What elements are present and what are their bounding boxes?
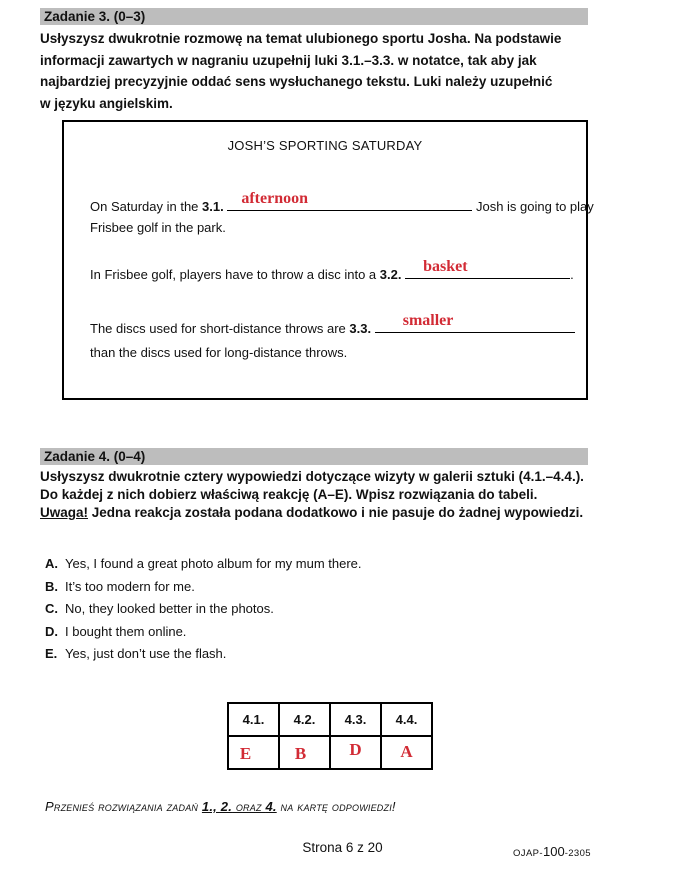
note-item-3-3	[90, 312, 575, 336]
option-letter: E.	[45, 646, 58, 661]
task4-instruction-line: Usłyszysz dwukrotnie cztery wypowiedzi dotyczące wizyty w galerii sztuki (4.1.–4.4.).	[40, 469, 584, 484]
note-item-3-1-cont: Frisbee golf in the park.	[90, 220, 226, 235]
answer-table-header-cell: 4.4.	[381, 703, 432, 736]
gap-blank-3-1	[227, 190, 472, 211]
note-item-3-3-cont: than the discs used for long-distance throws.	[90, 345, 348, 360]
task4-instruction-line: Do każdej z nich dobierz właściwą reakcję (A–E). Wpisz rozwiązania do tabeli.	[40, 487, 538, 502]
answer-cell-4-4	[381, 736, 432, 769]
task3-instruction-line: w języku angielskim.	[40, 95, 173, 111]
answer-table-header-cell: 4.1.	[228, 703, 279, 736]
note-item-3-2	[90, 258, 574, 282]
transfer-conjunction: oraz	[232, 799, 266, 814]
answer-cell-4-1	[228, 736, 279, 769]
gap-number: 3.1.	[202, 199, 224, 214]
transfer-prefix: Przenieś rozwiązania zadań	[45, 799, 202, 814]
option-d	[45, 621, 362, 644]
answer-value: B	[294, 743, 307, 763]
task3-header-bar: Zadanie 3. (0–3)	[40, 8, 588, 25]
document-code-prefix: OJAP-	[513, 848, 543, 859]
answer-cell-4-3	[330, 736, 381, 769]
gap-number: 3.2.	[379, 267, 402, 282]
option-letter: C.	[45, 601, 58, 616]
task4-options	[45, 553, 362, 666]
task3-instruction-line: informacji zawartych w nagraniu uzupełnij luki 3.1.–3.3. w notatce, tak aby jak	[40, 52, 537, 68]
note-item-pre: On Saturday in the	[90, 199, 199, 214]
task3-note-box	[62, 120, 594, 400]
option-letter: A.	[45, 556, 58, 571]
option-b	[45, 576, 362, 599]
gap-blank-3-3	[375, 312, 575, 333]
answer-value: A	[400, 741, 413, 761]
task4-instruction-note	[40, 504, 584, 522]
task3-instruction-line: najbardziej precyzyjnie oddać sens wysłuchanego tekstu. Luki należy uzupełnić	[40, 74, 553, 90]
option-letter: B.	[45, 578, 58, 594]
answer-table-header-row	[228, 703, 432, 736]
note-label: Uwaga!	[40, 505, 89, 520]
task3-instructions	[40, 28, 561, 114]
answer-table-header-cell: 4.2.	[279, 703, 330, 736]
task4-instructions	[40, 468, 584, 522]
gap-answer-3-3: smaller	[402, 312, 454, 329]
note-rest: Jedna reakcja została podana dodatkowo i nie pasuje do żadnej wypowiedzi.	[88, 505, 584, 520]
page-number: Strona 6 z 20	[302, 840, 383, 855]
task4-answer-table	[227, 702, 433, 770]
gap-blank-3-2	[405, 258, 570, 279]
note-item-post: .	[570, 267, 574, 282]
gap-answer-3-1: afternoon	[241, 190, 308, 207]
transfer-task-numbers: 4.	[265, 799, 277, 814]
note-item-pre: The discs used for short-distance throws are	[90, 321, 346, 336]
option-text: I bought them online.	[65, 623, 187, 639]
task4-header-bar: Zadanie 4. (0–4)	[40, 448, 588, 465]
answer-cell-4-2	[279, 736, 330, 769]
note-title: JOSH’S SPORTING SATURDAY	[227, 138, 423, 153]
answer-table-answer-row	[228, 736, 432, 769]
option-text: Yes, just don’t use the flash.	[65, 646, 227, 661]
document-code	[513, 844, 591, 859]
note-item-pre: In Frisbee golf, players have to throw a disc into a	[90, 267, 377, 282]
option-a	[45, 553, 362, 576]
option-text: It’s too modern for me.	[65, 578, 195, 594]
option-c	[45, 598, 362, 621]
option-letter: D.	[45, 623, 58, 639]
answer-table-header-cell: 4.3.	[330, 703, 381, 736]
option-e	[45, 643, 362, 666]
gap-answer-3-2: basket	[423, 258, 468, 275]
document-code-suffix: -2305	[564, 848, 591, 859]
document-code-mid: 100	[542, 844, 565, 859]
transfer-task-numbers: 1., 2.	[201, 799, 233, 814]
option-text: No, they looked better in the photos.	[65, 601, 274, 616]
transfer-instruction	[45, 799, 396, 814]
answer-value: D	[349, 739, 362, 759]
answer-value: E	[239, 743, 252, 763]
gap-number: 3.3.	[349, 321, 372, 336]
note-item-post: Josh is going to play	[475, 199, 594, 214]
option-text: Yes, I found a great photo album for my mum there.	[65, 556, 362, 571]
transfer-suffix: na kartę odpowiedzi!	[276, 799, 396, 814]
note-item-3-1	[90, 190, 594, 214]
task3-instruction-line: Usłyszysz dwukrotnie rozmowę na temat ulubionego sportu Josha. Na podstawie	[40, 31, 562, 46]
